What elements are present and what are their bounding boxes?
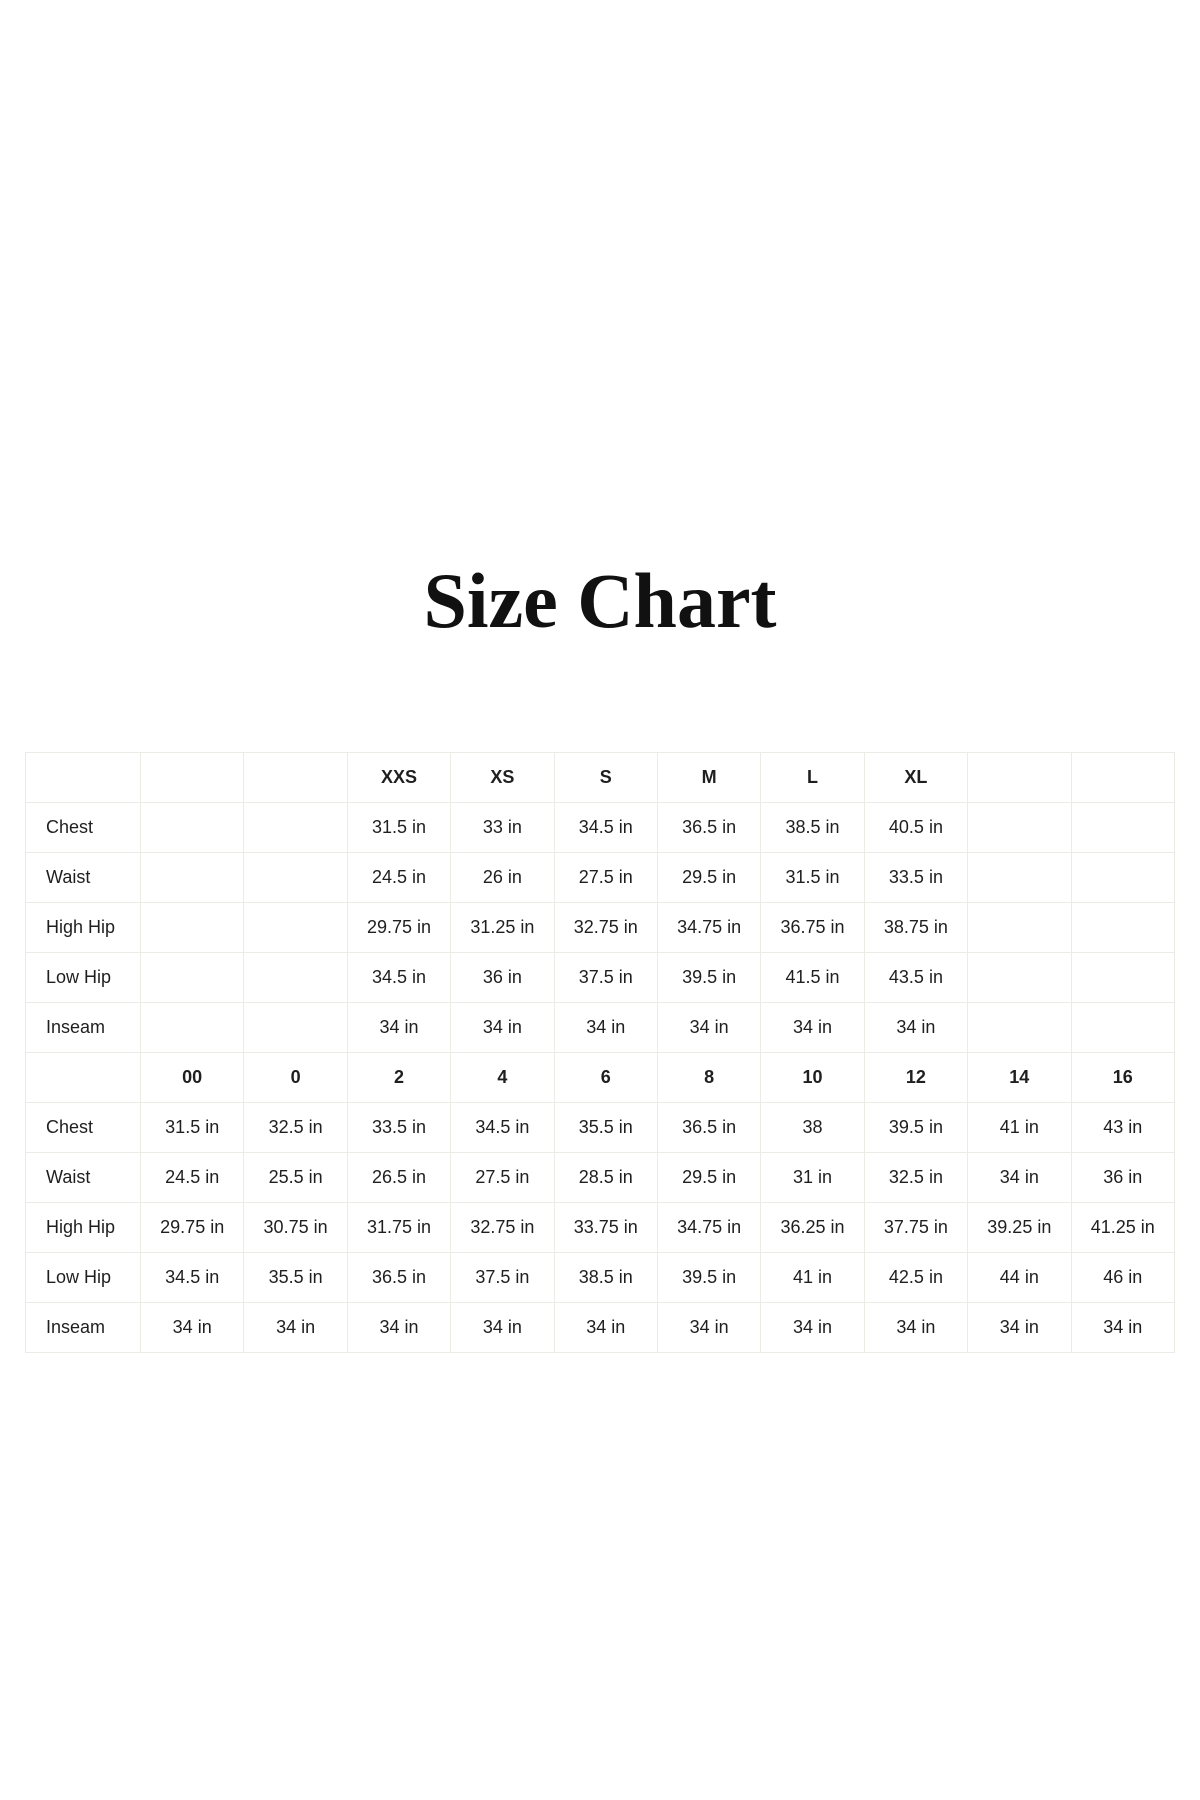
empty-cell — [244, 853, 347, 903]
measurement-value: 34.5 in — [141, 1253, 244, 1303]
measurement-value: 34.75 in — [657, 903, 760, 953]
measurement-value: 38.75 in — [864, 903, 967, 953]
measurement-value: 46 in — [1071, 1253, 1174, 1303]
measurement-row — [26, 853, 1175, 903]
size-column-header: 4 — [451, 1053, 554, 1103]
empty-cell — [244, 1003, 347, 1053]
measurement-value: 31.75 in — [347, 1203, 450, 1253]
measurement-row — [26, 1303, 1175, 1353]
measurement-value: 34 in — [761, 1303, 864, 1353]
measurement-value: 36.5 in — [657, 803, 760, 853]
measurement-value: 38.5 in — [761, 803, 864, 853]
measurement-value: 32.75 in — [451, 1203, 554, 1253]
measurement-value: 34 in — [347, 1303, 450, 1353]
measurement-row — [26, 803, 1175, 853]
size-column-header: XS — [451, 753, 554, 803]
empty-cell — [1071, 1003, 1174, 1053]
measurement-value: 26 in — [451, 853, 554, 903]
measurement-value: 29.75 in — [347, 903, 450, 953]
measurement-value: 44 in — [968, 1253, 1071, 1303]
size-chart-table-container — [0, 752, 1200, 1353]
size-column-header: 6 — [554, 1053, 657, 1103]
empty-cell — [244, 803, 347, 853]
measurement-row — [26, 1203, 1175, 1253]
measurement-value: 39.5 in — [657, 1253, 760, 1303]
measurement-value: 38 — [761, 1103, 864, 1153]
measurement-value: 26.5 in — [347, 1153, 450, 1203]
measurement-row — [26, 1253, 1175, 1303]
measurement-value: 34 in — [864, 1003, 967, 1053]
measurement-row — [26, 1153, 1175, 1203]
size-column-header: 2 — [347, 1053, 450, 1103]
measurement-value: 41 in — [968, 1103, 1071, 1153]
measurement-value: 34 in — [761, 1003, 864, 1053]
measurement-value: 29.5 in — [657, 853, 760, 903]
size-column-header: 00 — [141, 1053, 244, 1103]
empty-cell — [968, 853, 1071, 903]
measurement-value: 25.5 in — [244, 1153, 347, 1203]
measurement-value: 27.5 in — [451, 1153, 554, 1203]
size-column-header: 12 — [864, 1053, 967, 1103]
empty-cell — [26, 1053, 141, 1103]
measurement-value: 37.75 in — [864, 1203, 967, 1253]
measurement-row — [26, 1103, 1175, 1153]
measurement-value: 35.5 in — [244, 1253, 347, 1303]
measurement-value: 29.5 in — [657, 1153, 760, 1203]
empty-cell — [1071, 753, 1174, 803]
measurement-value: 33 in — [451, 803, 554, 853]
measurement-value: 29.75 in — [141, 1203, 244, 1253]
measurement-value: 31.5 in — [761, 853, 864, 903]
measurement-value: 24.5 in — [347, 853, 450, 903]
measurement-value: 39.5 in — [657, 953, 760, 1003]
measurement-label: Low Hip — [26, 953, 141, 1003]
empty-cell — [244, 953, 347, 1003]
measurement-value: 30.75 in — [244, 1203, 347, 1253]
size-column-header: 16 — [1071, 1053, 1174, 1103]
empty-cell — [968, 1003, 1071, 1053]
measurement-value: 33.75 in — [554, 1203, 657, 1253]
size-column-header: XXS — [347, 753, 450, 803]
empty-cell — [141, 1003, 244, 1053]
measurement-value: 32.5 in — [244, 1103, 347, 1153]
measurement-value: 35.5 in — [554, 1103, 657, 1153]
numeric-sizes-header-row — [26, 1053, 1175, 1103]
measurement-label: Inseam — [26, 1003, 141, 1053]
measurement-label: Waist — [26, 1153, 141, 1203]
empty-cell — [141, 803, 244, 853]
size-column-header: L — [761, 753, 864, 803]
empty-cell — [141, 953, 244, 1003]
measurement-value: 42.5 in — [864, 1253, 967, 1303]
measurement-value: 43.5 in — [864, 953, 967, 1003]
measurement-value: 34 in — [451, 1303, 554, 1353]
measurement-value: 34 in — [657, 1003, 760, 1053]
measurement-row — [26, 903, 1175, 953]
measurement-value: 40.5 in — [864, 803, 967, 853]
measurement-value: 34 in — [657, 1303, 760, 1353]
measurement-value: 34 in — [554, 1003, 657, 1053]
empty-cell — [968, 953, 1071, 1003]
measurement-value: 39.5 in — [864, 1103, 967, 1153]
measurement-value: 34 in — [347, 1003, 450, 1053]
measurement-label: Waist — [26, 853, 141, 903]
measurement-value: 36.5 in — [657, 1103, 760, 1153]
measurement-value: 31.5 in — [141, 1103, 244, 1153]
measurement-value: 31 in — [761, 1153, 864, 1203]
measurement-value: 34 in — [554, 1303, 657, 1353]
empty-cell — [244, 753, 347, 803]
measurement-value: 41.25 in — [1071, 1203, 1174, 1253]
empty-cell — [968, 753, 1071, 803]
measurement-label: Chest — [26, 1103, 141, 1153]
measurement-value: 34 in — [864, 1303, 967, 1353]
empty-cell — [141, 853, 244, 903]
measurement-value: 32.75 in — [554, 903, 657, 953]
measurement-value: 34.5 in — [347, 953, 450, 1003]
measurement-value: 36.75 in — [761, 903, 864, 953]
measurement-value: 34 in — [244, 1303, 347, 1353]
measurement-row — [26, 953, 1175, 1003]
size-column-header: XL — [864, 753, 967, 803]
measurement-label: Chest — [26, 803, 141, 853]
size-column-header: 14 — [968, 1053, 1071, 1103]
measurement-value: 41 in — [761, 1253, 864, 1303]
measurement-value: 36.25 in — [761, 1203, 864, 1253]
size-table-body — [26, 753, 1175, 1353]
measurement-value: 37.5 in — [554, 953, 657, 1003]
measurement-value: 33.5 in — [347, 1103, 450, 1153]
size-column-header: S — [554, 753, 657, 803]
measurement-value: 32.5 in — [864, 1153, 967, 1203]
measurement-value: 34 in — [968, 1303, 1071, 1353]
empty-cell — [244, 903, 347, 953]
measurement-value: 34 in — [451, 1003, 554, 1053]
measurement-value: 34.5 in — [451, 1103, 554, 1153]
empty-cell — [968, 803, 1071, 853]
size-column-header: 10 — [761, 1053, 864, 1103]
measurement-label: Low Hip — [26, 1253, 141, 1303]
empty-cell — [1071, 953, 1174, 1003]
measurement-value: 34 in — [968, 1153, 1071, 1203]
measurement-value: 34 in — [1071, 1303, 1174, 1353]
measurement-value: 37.5 in — [451, 1253, 554, 1303]
measurement-value: 34 in — [141, 1303, 244, 1353]
measurement-label: High Hip — [26, 1203, 141, 1253]
measurement-value: 36.5 in — [347, 1253, 450, 1303]
measurement-value: 36 in — [1071, 1153, 1174, 1203]
empty-cell — [968, 903, 1071, 953]
measurement-value: 36 in — [451, 953, 554, 1003]
size-column-header: 8 — [657, 1053, 760, 1103]
measurement-value: 34.75 in — [657, 1203, 760, 1253]
measurement-value: 24.5 in — [141, 1153, 244, 1203]
measurement-row — [26, 1003, 1175, 1053]
measurement-value: 34.5 in — [554, 803, 657, 853]
measurement-value: 38.5 in — [554, 1253, 657, 1303]
measurement-value: 39.25 in — [968, 1203, 1071, 1253]
empty-cell — [26, 753, 141, 803]
measurement-value: 33.5 in — [864, 853, 967, 903]
empty-cell — [141, 903, 244, 953]
size-column-header: 0 — [244, 1053, 347, 1103]
measurement-value: 31.25 in — [451, 903, 554, 953]
size-chart-table — [25, 752, 1175, 1353]
measurement-value: 31.5 in — [347, 803, 450, 853]
measurement-value: 41.5 in — [761, 953, 864, 1003]
measurement-value: 43 in — [1071, 1103, 1174, 1153]
measurement-value: 27.5 in — [554, 853, 657, 903]
letter-sizes-header-row — [26, 753, 1175, 803]
empty-cell — [1071, 803, 1174, 853]
empty-cell — [1071, 853, 1174, 903]
empty-cell — [1071, 903, 1174, 953]
page-title: Size Chart — [423, 557, 777, 644]
measurement-label: Inseam — [26, 1303, 141, 1353]
measurement-value: 28.5 in — [554, 1153, 657, 1203]
size-column-header: M — [657, 753, 760, 803]
empty-cell — [141, 753, 244, 803]
measurement-label: High Hip — [26, 903, 141, 953]
